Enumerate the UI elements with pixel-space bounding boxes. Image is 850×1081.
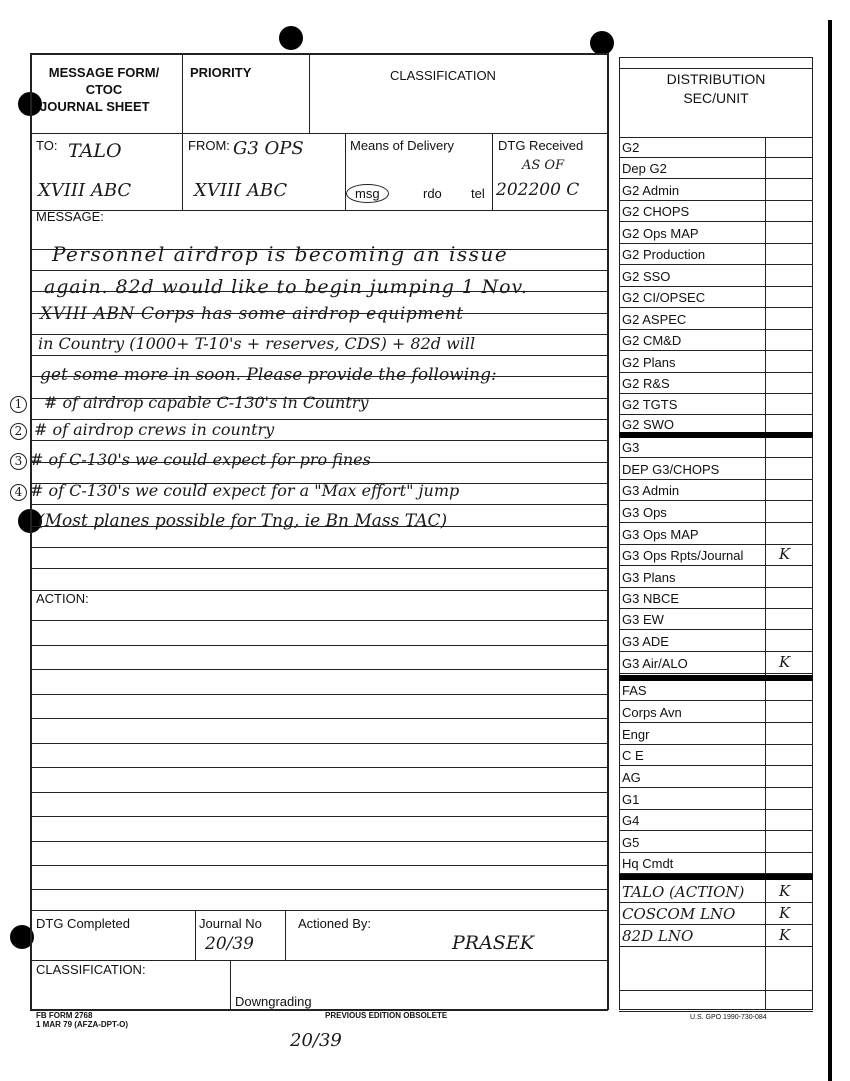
distribution-row-label: G3 NBCE: [622, 591, 680, 606]
distribution-row[interactable]: [619, 724, 813, 745]
distribution-row-label: G2 SSO: [622, 269, 671, 284]
to-unit[interactable]: XVIII ABC: [38, 180, 132, 201]
from-unit[interactable]: XVIII ABC: [194, 180, 288, 201]
page-edge: [828, 20, 832, 1081]
distribution-row-label: G2 CI/OPSEC: [622, 290, 706, 305]
distribution-row[interactable]: [619, 789, 813, 810]
distribution-row[interactable]: [619, 137, 813, 158]
distribution-row-label: G3 Plans: [622, 570, 676, 585]
distribution-row[interactable]: [619, 767, 813, 788]
distribution-blank-row[interactable]: [619, 991, 813, 1012]
means-of-delivery-label: Means of Delivery: [350, 138, 455, 153]
distribution-row-label: C E: [622, 748, 644, 763]
distribution-row[interactable]: [619, 853, 813, 874]
punch-hole: [590, 31, 614, 55]
distribution-row-label: G2 Admin: [622, 183, 680, 198]
distribution-row-label: G2 Ops MAP: [622, 226, 699, 241]
distribution-row-label: Hq Cmdt: [622, 856, 674, 871]
distribution-row[interactable]: [619, 832, 813, 853]
distribution-row[interactable]: [619, 631, 813, 652]
distribution-row[interactable]: [619, 480, 813, 501]
distribution-title: DISTRIBUTION SEC/UNIT: [666, 71, 766, 106]
message-label: MESSAGE:: [36, 209, 104, 224]
distribution-row[interactable]: [619, 545, 813, 566]
means-msg[interactable]: msg: [346, 184, 389, 203]
form-number: FB FORM 2768 1 MAR 79 (AFZA-DPT-O): [36, 1011, 128, 1029]
classification-bottom-label: CLASSIFICATION:: [36, 962, 146, 977]
distribution-row[interactable]: [619, 588, 813, 609]
distribution-added-row[interactable]: [619, 904, 813, 925]
distribution-blank-row[interactable]: [619, 970, 813, 991]
message-line: 1 # of airdrop capable C-130's in Country: [10, 393, 368, 413]
distribution-row-label: AG: [622, 770, 641, 785]
journal-no-label: Journal No: [199, 916, 262, 931]
dtg-received-note: AS OF: [522, 158, 565, 173]
distribution-row-label: G3 Admin: [622, 483, 680, 498]
distribution-row[interactable]: [619, 437, 813, 458]
action-label: ACTION:: [36, 591, 89, 606]
list-number: 2: [10, 423, 27, 440]
actioned-by-label: Actioned By:: [298, 916, 371, 931]
distribution-row-label: G2: [622, 140, 640, 155]
distribution-check-mark[interactable]: K: [779, 882, 791, 900]
to-label: TO:: [36, 138, 58, 153]
journal-no-value[interactable]: 20/39: [205, 934, 254, 954]
priority-label: PRIORITY: [190, 65, 252, 80]
actioned-by-signature[interactable]: PRASEK: [452, 932, 534, 954]
distribution-row[interactable]: [619, 702, 813, 723]
bottom-journal-note: 20/39: [290, 1030, 342, 1051]
distribution-row[interactable]: [619, 459, 813, 480]
dtg-received-value[interactable]: 202200 C: [496, 180, 580, 200]
message-line: (Most planes possible for Tng, ie Bn Mass TAC): [38, 511, 448, 531]
distribution-check-mark[interactable]: K: [779, 545, 791, 563]
section-divider: [619, 874, 813, 880]
distribution-row[interactable]: [619, 201, 813, 222]
distribution-row-label: G3 Ops Rpts/Journal: [622, 548, 744, 563]
distribution-added-row[interactable]: [619, 926, 813, 947]
distribution-row[interactable]: [619, 266, 813, 287]
message-line: 3 # of C-130's we could expect for pro fines: [10, 450, 371, 470]
distribution-row-label: Corps Avn: [622, 705, 682, 720]
distribution-row[interactable]: [619, 502, 813, 523]
distribution-row-label: G2 TGTS: [622, 397, 678, 412]
list-number: 1: [10, 396, 27, 413]
dtg-completed-label: DTG Completed: [36, 916, 130, 931]
punch-hole: [279, 26, 303, 50]
message-line: 2 # of airdrop crews in country: [10, 420, 274, 440]
form-title: MESSAGE FORM/ CTOC JOURNAL SHEET: [40, 65, 160, 114]
classification-label: CLASSIFICATION: [390, 68, 496, 83]
dtg-received-label: DTG Received: [498, 138, 584, 153]
list-number: 4: [10, 484, 27, 501]
message-line: XVIII ABN Corps has some airdrop equipment: [40, 304, 464, 324]
previous-edition-note: PREVIOUS EDITION OBSOLETE: [325, 1011, 448, 1020]
distribution-added-label: TALO (ACTION): [622, 883, 745, 901]
distribution-check-mark[interactable]: K: [779, 904, 791, 922]
distribution-row-label: G2 CHOPS: [622, 204, 690, 219]
distribution-row[interactable]: [619, 309, 813, 330]
distribution-row-label: G3 EW: [622, 612, 664, 627]
distribution-row[interactable]: [619, 609, 813, 630]
distribution-row-label: G3 Air/ALO: [622, 656, 688, 671]
distribution-row[interactable]: [619, 180, 813, 201]
section-divider: [619, 432, 813, 438]
distribution-row-label: G1: [622, 792, 640, 807]
distribution-added-label: COSCOM LNO: [622, 905, 736, 923]
distribution-row-label: G2 R&S: [622, 376, 670, 391]
distribution-row[interactable]: [619, 373, 813, 394]
distribution-row[interactable]: [619, 653, 813, 674]
distribution-row-label: G2 CM&D: [622, 333, 682, 348]
distribution-row[interactable]: [619, 287, 813, 308]
distribution-row-label: G2 Plans: [622, 355, 676, 370]
distribution-check-mark[interactable]: K: [779, 926, 791, 944]
distribution-row[interactable]: [619, 330, 813, 351]
distribution-check-mark[interactable]: K: [779, 653, 791, 671]
message-line: again. 82d would like to begin jumping 1 Nov.: [44, 276, 528, 298]
message-line: 4 # of C-130's we could expect for a "Max effort" jump: [10, 481, 459, 501]
distribution-row-label: FAS: [622, 683, 647, 698]
distribution-row[interactable]: [619, 244, 813, 265]
distribution-row-label: G2 SWO: [622, 417, 675, 432]
distribution-row-label: DEP G3/CHOPS: [622, 462, 720, 477]
distribution-row[interactable]: [619, 223, 813, 244]
section-divider: [619, 675, 813, 681]
list-number: 3: [10, 453, 27, 470]
downgrading-label: Downgrading: [235, 994, 312, 1009]
distribution-row-label: G3 Ops: [622, 505, 667, 520]
distribution-row-label: Engr: [622, 727, 650, 742]
distribution-row[interactable]: [619, 394, 813, 415]
message-line: Personnel airdrop is becoming an issue: [52, 242, 509, 266]
means-rdo[interactable]: rdo: [423, 186, 442, 201]
distribution-row-label: G3 ADE: [622, 634, 669, 649]
distribution-row[interactable]: [619, 524, 813, 545]
distribution-row[interactable]: [619, 567, 813, 588]
distribution-row-label: G2 Production: [622, 247, 706, 262]
distribution-row-label: Dep G2: [622, 161, 667, 176]
distribution-row[interactable]: [619, 680, 813, 701]
distribution-row[interactable]: [619, 352, 813, 373]
distribution-row-label: G3 Ops MAP: [622, 527, 699, 542]
from-value[interactable]: G3 OPS: [233, 138, 304, 159]
distribution-row-label: G2 ASPEC: [622, 312, 687, 327]
message-line: in Country (1000+ T-10's + reserves, CDS) + 82d will: [38, 334, 476, 353]
distribution-row-label: G4: [622, 813, 640, 828]
gpo-note: U.S. GPO 1990-730-084: [690, 1014, 767, 1021]
message-line: get some more in soon. Please provide the following:: [40, 365, 497, 385]
means-tel[interactable]: tel: [471, 186, 485, 201]
distribution-row[interactable]: [619, 810, 813, 831]
distribution-added-row[interactable]: [619, 882, 813, 903]
distribution-row-label: G3: [622, 440, 640, 455]
distribution-row[interactable]: [619, 158, 813, 179]
distribution-row[interactable]: [619, 745, 813, 766]
from-label: FROM:: [188, 138, 230, 153]
distribution-row-label: G5: [622, 835, 640, 850]
to-value[interactable]: TALO: [68, 140, 122, 162]
distribution-added-label: 82D LNO: [622, 927, 694, 945]
